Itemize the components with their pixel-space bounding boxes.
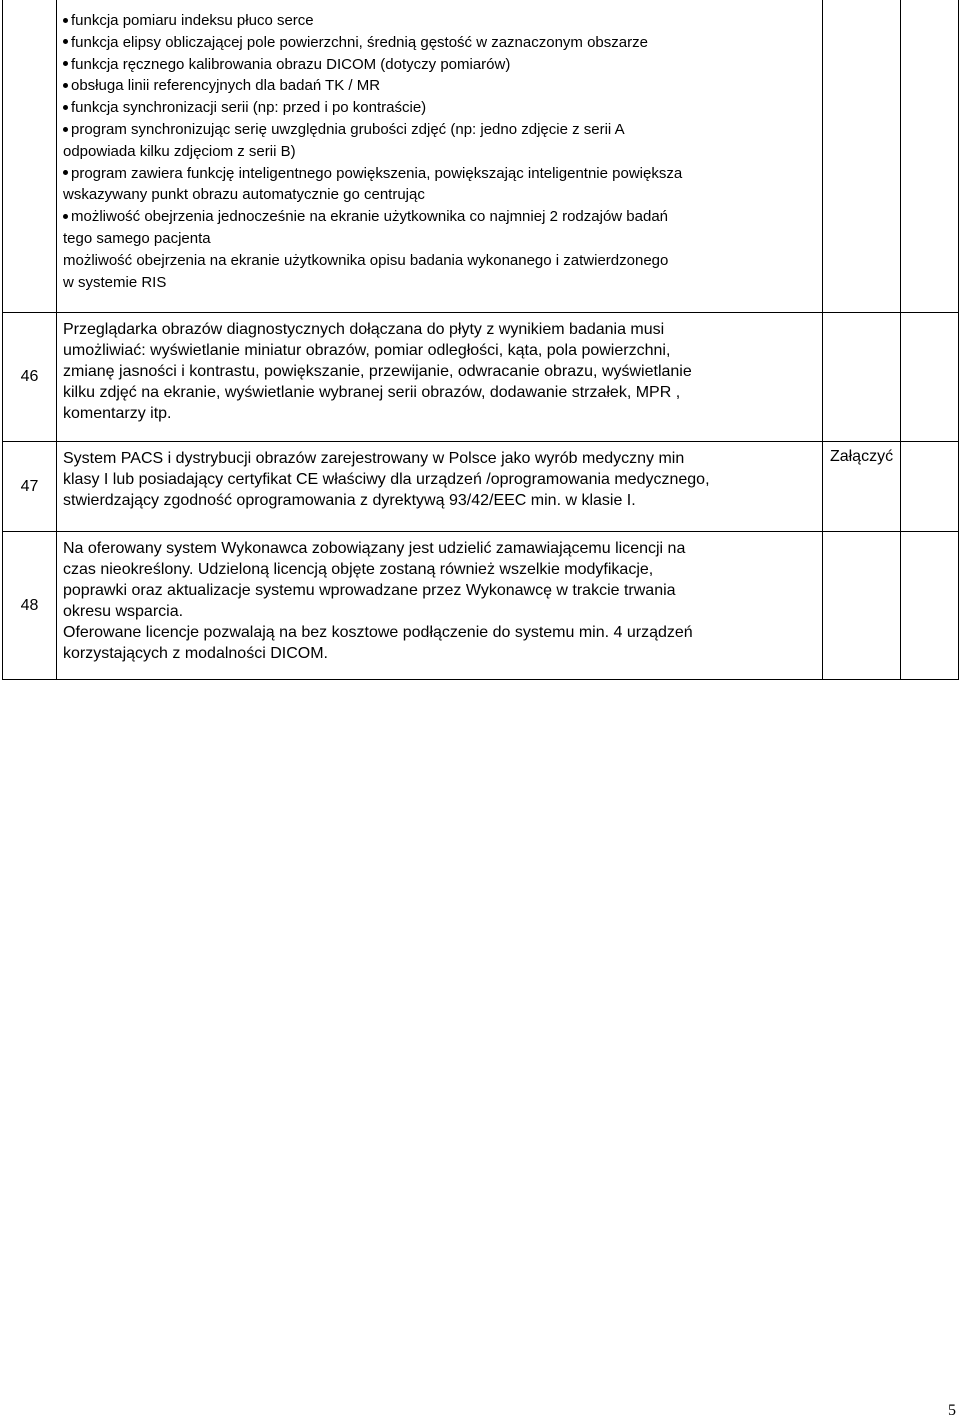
specification-table — [2, 0, 959, 680]
description-line: poprawki oraz aktualizacje systemu wprowadzane przez Wykonawcę w trakcie trwania — [63, 582, 676, 599]
bullet-icon — [63, 18, 68, 23]
description-line: kilku zdjęć na ekranie, wyświetlanie wybranej serii obrazów, dodawanie strzałek, MPR , — [63, 384, 681, 401]
bullet-icon — [63, 170, 68, 175]
description-line: korzystających z modalności DICOM. — [63, 645, 328, 662]
description-line: klasy I lub posiadający certyfikat CE właściwy dla urządzeń /oprogramowania medycznego, — [63, 471, 710, 488]
row-requirement: Załączyć — [823, 442, 901, 532]
list-item-continuation: w systemie RIS — [63, 273, 167, 291]
list-item: funkcja elipsy obliczającej pole powierzchni, średnią gęstość w zaznaczonym obszarze — [63, 32, 816, 54]
table-row — [3, 0, 959, 313]
list-item: funkcja synchronizacji serii (np: przed i po kontraście) — [63, 97, 816, 119]
row-description — [57, 442, 823, 532]
list-item: program zawiera funkcję inteligentnego powiększenia, powiększając inteligentnie powiększa — [63, 163, 816, 185]
bullet-icon — [63, 83, 68, 88]
row-number: 46 — [3, 313, 57, 442]
description-line: Oferowane licencje pozwalają na bez kosztowe podłączenie do systemu min. 4 urządzeń — [63, 624, 693, 641]
description-line: Na oferowany system Wykonawca zobowiązany jest udzielić zamawiającemu licencji na — [63, 540, 686, 557]
row-requirement — [823, 0, 901, 313]
row-number — [3, 0, 57, 313]
description-line: umożliwiać: wyświetlanie miniatur obrazów, pomiar odległości, kąta, pola powierzchni, — [63, 342, 671, 359]
row-extra-cell — [901, 313, 959, 442]
table-row — [3, 532, 959, 680]
row-number: 47 — [3, 442, 57, 532]
description-line: czas nieokreślony. Udzieloną licencją objęte zostaną również wszelkie modyfikacje, — [63, 561, 654, 578]
bullet-icon — [63, 127, 68, 132]
page-number: 5 — [948, 1402, 956, 1419]
list-item: funkcja pomiaru indeksu płuco serce — [63, 10, 816, 32]
bullet-icon — [63, 39, 68, 44]
bullet-icon — [63, 61, 68, 66]
list-item: funkcja ręcznego kalibrowania obrazu DICOM (dotyczy pomiarów) — [63, 54, 816, 76]
list-item-continuation: wskazywany punkt obrazu automatycznie go centrując — [63, 186, 425, 204]
row-number: 48 — [3, 532, 57, 680]
row-description — [57, 0, 823, 313]
description-line: System PACS i dystrybucji obrazów zarejestrowany w Polsce jako wyrób medyczny min — [63, 450, 685, 467]
list-item-plain: możliwość obejrzenia na ekranie użytkownika opisu badania wykonanego i zatwierdzonego — [63, 251, 669, 269]
row-extra-cell — [901, 442, 959, 532]
row-description — [57, 532, 823, 680]
description-line: stwierdzający zgodność oprogramowania z dyrektywą 93/42/EEC min. w klasie I. — [63, 492, 636, 509]
bullet-icon — [63, 105, 68, 110]
list-item-continuation: odpowiada kilku zdjęciom z serii B) — [63, 142, 296, 160]
row-requirement — [823, 313, 901, 442]
description-line: zmianę jasności i kontrastu, powiększanie, przewijanie, odwracanie obrazu, wyświetlanie — [63, 363, 692, 380]
description-line: okresu wsparcia. — [63, 603, 184, 620]
bullet-icon — [63, 214, 68, 219]
row-extra-cell — [901, 0, 959, 313]
list-item: program synchronizując serię uwzględnia grubości zdjęć (np: jedno zdjęcie z serii A — [63, 119, 816, 141]
list-item: obsługa linii referencyjnych dla badań TK / MR — [63, 75, 816, 97]
list-item-continuation: tego samego pacjenta — [63, 229, 211, 247]
description-line: komentarzy itp. — [63, 405, 172, 422]
table-row — [3, 313, 959, 442]
list-item: możliwość obejrzenia jednocześnie na ekranie użytkownika co najmniej 2 rodzajów badań — [63, 206, 816, 228]
table-row — [3, 442, 959, 532]
description-line: Przeglądarka obrazów diagnostycznych dołączana do płyty z wynikiem badania musi — [63, 321, 665, 338]
row-description — [57, 313, 823, 442]
row-requirement — [823, 532, 901, 680]
row-extra-cell — [901, 532, 959, 680]
